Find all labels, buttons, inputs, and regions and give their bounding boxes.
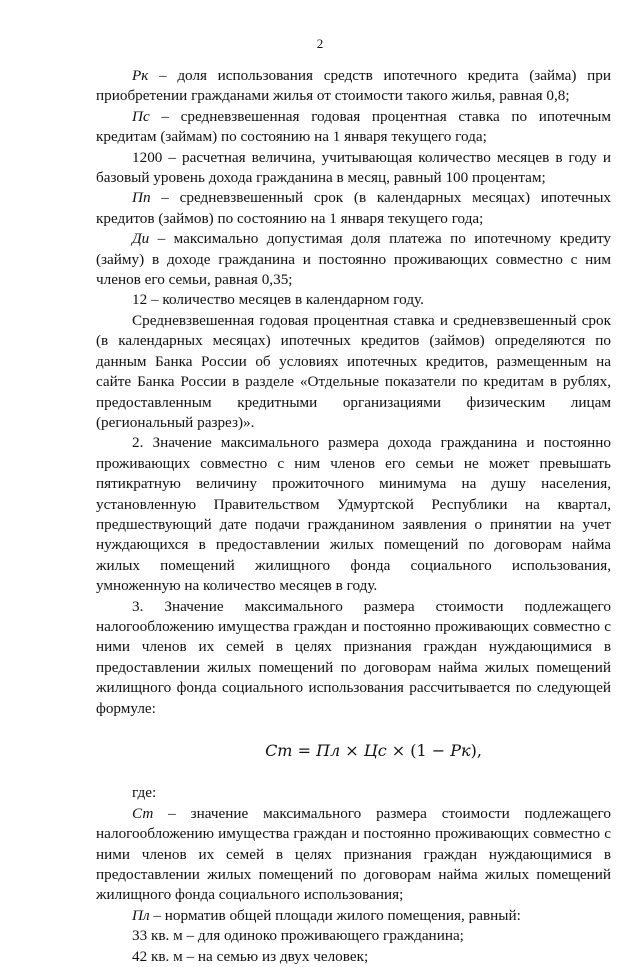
- paragraph-1200-definition: [96, 148, 611, 189]
- symbol-ps: Пс: [132, 107, 150, 125]
- formula-term-pl: Пл: [316, 741, 341, 760]
- formula: [96, 741, 611, 761]
- paragraph-text: 33 кв. м – для одиноко проживающего гражданина;: [132, 927, 464, 945]
- paragraph-text: 2. Значение максимального размера дохода гражданина и постоянно проживающих совместно с ним членов его семьи не может превышать пятикратную величину прожиточного минимума на душу населения, установленную Правительством Удмуртской Республики на квартал, предшествующий дате подачи гражданином заявления о принятии на учет нуждающихся в предоставлении жилых помещений по договорам найма жилых помещений жилищного фонда социального использования, умноженную на количество месяцев в году.: [96, 434, 611, 595]
- formula-paren-close: ),: [470, 741, 482, 760]
- symbol-pl: Пл: [132, 906, 150, 924]
- paragraph-st-definition: [96, 804, 611, 906]
- paragraph-text: – доля использования средств ипотечного кредита (займа) при приобретении гражданами жилья от стоимости такого жилья, равная 0,8;: [96, 67, 611, 105]
- paragraph-text: – максимально допустимая доля платежа по ипотечному кредиту (займу) в доходе гражданина и постоянно проживающих совместно с ним членов его семьи, равная 0,35;: [96, 230, 611, 289]
- page-number: 2: [316, 36, 324, 51]
- paragraph-text: 12 – количество месяцев в календарном году.: [132, 291, 424, 309]
- paragraph-text: 3. Значение максимального размера стоимости подлежащего налогообложению имущества граждан и постоянно проживающих совместно с ними членов их семей в целях признания граждан нуждающимися в предоставлении жилых помещений по договорам найма жилых помещений жилищного фонда социального использования рассчитывается по следующей формуле:: [96, 597, 611, 717]
- formula-times: ×: [386, 741, 411, 760]
- paragraph-item-3: [96, 597, 611, 719]
- paragraph-rk-definition: [96, 66, 611, 107]
- formula-equals: =: [292, 741, 317, 760]
- paragraph-bank-data: [96, 311, 611, 433]
- paragraph-42-sqm: [96, 947, 611, 967]
- paragraph-text: – средневзвешенная годовая процентная ставка по ипотечным кредитам (займам) по состоянию на 1 января текущего года;: [96, 107, 611, 146]
- paragraph-text: – значение максимального размера стоимости подлежащего налогообложению имущества граждан и постоянно проживающих совместно с ними членов их семей в целях признания граждан нуждающимися в предоставлении жилых помещений по договорам найма жилых помещений жилищного фонда социального использования;: [96, 804, 611, 904]
- paragraph-pp-definition: [96, 188, 611, 229]
- formula-term-rk: Рк: [450, 741, 471, 760]
- where-label: где:: [132, 784, 157, 802]
- paragraph-text: Средневзвешенная годовая процентная ставка и средневзвешенный срок (в календарных месяцах) ипотечных кредитов (займов) определяются по данным Банка России об условиях ипотечных кредитов, размещенным на сайте Банка России в разделе «Отдельные показатели по кредитам в рублях, предоставленным кредитными организациями физическим лицам (региональный разрез)».: [96, 311, 611, 431]
- paragraph-12-definition: [96, 290, 611, 310]
- paragraph-text: 1200 – расчетная величина, учитывающая количество месяцев в году и базовый уровень дохода гражданина в месяц, равный 100 процентам;: [96, 148, 611, 187]
- paragraph-33-sqm: [96, 926, 611, 946]
- formula-lhs: Ст: [265, 741, 293, 760]
- paragraph-text: 42 кв. м – на семью из двух человек;: [132, 947, 369, 965]
- symbol-pp: Пп: [132, 189, 151, 207]
- document-body: [96, 66, 611, 967]
- paragraph-pl-definition: [96, 906, 611, 926]
- symbol-rk: Рк: [132, 67, 149, 84]
- formula-paren-open: (1 −: [410, 741, 451, 760]
- symbol-di: Ди: [132, 230, 150, 248]
- paragraph-item-2: [96, 433, 611, 596]
- formula-term-cs: Цс: [363, 741, 387, 760]
- paragraph-ps-definition: [96, 107, 611, 148]
- paragraph-di-definition: [96, 229, 611, 290]
- paragraph-text: – норматив общей площади жилого помещения, равный:: [149, 906, 521, 924]
- formula-times: ×: [340, 741, 364, 760]
- symbol-st: Ст: [132, 804, 154, 822]
- paragraph-text: – средневзвешенный срок (в календарных месяцах) ипотечных кредитов (займов) по состоянию на 1 января текущего года;: [96, 189, 611, 227]
